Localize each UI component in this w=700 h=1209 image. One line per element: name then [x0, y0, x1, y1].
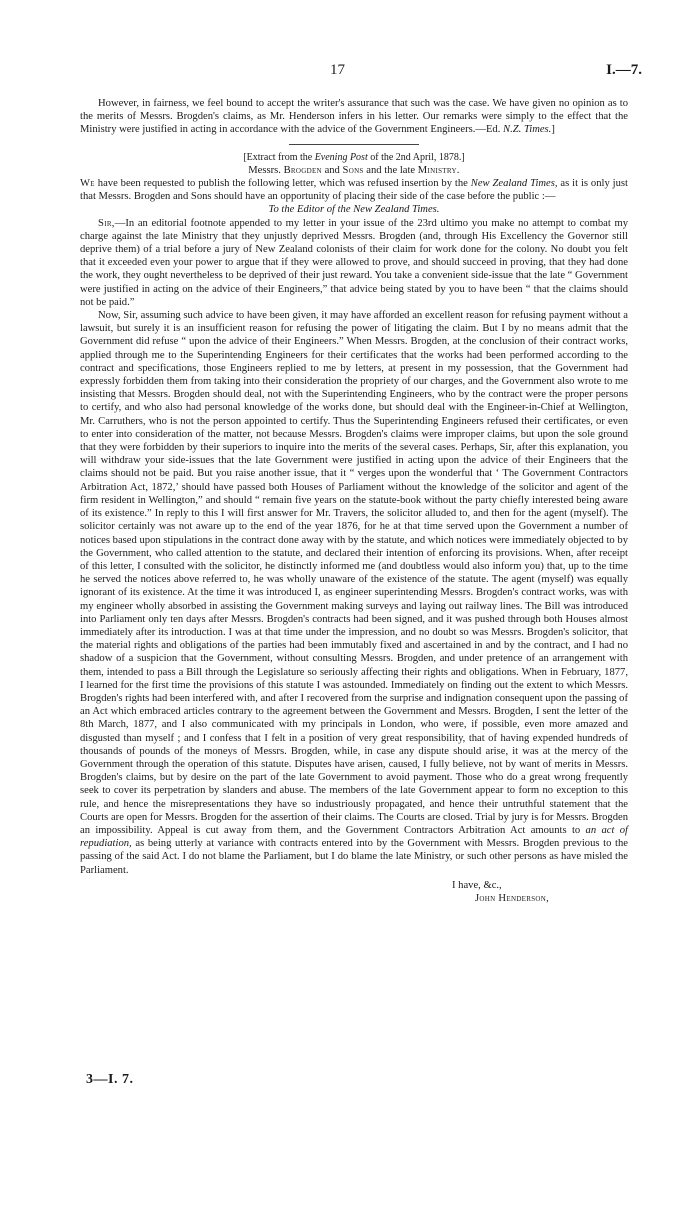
main-text-b: as being utterly at variance with contracts entered into by the Government with Messrs. Brogden previous to the passing of the said Act. I do not blame the Parliament, but I do blame the late Ministry, or such other persons as have misled the Parliament.	[80, 838, 628, 876]
sir-text: —In an editorial footnote appended to my letter in your issue of the 23rd ultimo you make no attempt to combat my charge against the late Ministry that they unjustly deprived Messrs. Brogden (and, through His Excellency the Governor still deprive them) of a trial before a jury of New Zealand colonists of their claim for work done for the colony. No doubt you felt that it exceeded even your power to argue that if they were allowed to prove, and should succeed in proving, that they had done the work, they ought nevertheless to be deprived of their just reward. You take a convenient side-issue that the late “ Government were justified in acting on the advice of their Engineers,” that advice being stated by you to have been “ that the claims should not be paid.”	[80, 217, 628, 308]
request-italic: New Zealand Times,	[470, 178, 558, 190]
document-reference: I.—7.	[606, 62, 642, 78]
editorial-note-paragraph	[80, 97, 628, 137]
signature-name: John Henderson,	[475, 892, 550, 904]
sir-word: Sir,	[98, 217, 115, 229]
main-paragraph	[80, 309, 628, 877]
extract-pre: [Extract from the	[243, 151, 313, 163]
request-text-a: have been requested to publish the following letter, which was refused insertion by the	[97, 178, 468, 190]
main-italic: an act of repudiation,	[80, 824, 628, 850]
page-header	[0, 62, 700, 82]
title-f: Ministry.	[417, 164, 460, 176]
section-divider	[289, 144, 419, 145]
title-e: and the late	[366, 164, 416, 176]
title-c: and	[324, 164, 340, 176]
sir-paragraph	[80, 217, 628, 309]
we-word: We	[80, 178, 95, 190]
article-title	[80, 164, 628, 177]
title-d: Sons	[342, 164, 364, 176]
signoff	[80, 879, 628, 905]
main-text-a: Now, Sir, assuming such advice to have been given, it may have afforded an excellent reason for refusing payment without a lawsuit, but surely it is an insufficient reason for refusing the power of litigating the claim. But I by no means admit that the Government did refuse “ upon the advice of their Engineers.” When Messrs. Brogden, at the conclusion of their contract works, applied through me to the Superintending Engineers for their certificates that the works had been performed according to the contract and specifications, those Engineers replied to me by letters, at present in my possession, that the Government had expressly forbidden them from taking into their consideration the propriety of our charges, and the Government also wrote to me insisting that Messrs. Brogden should deal, not with the Superintending Engineers, who by the contract were the proper persons to certify, and who also had personal knowledge of the works done, but should deal with the Engineer-in-Chief at Wellington, Mr. Carruthers, who is not the person appointed to certify. Thus the Superintending Engineers refused their certificates, or even to enter into consideration of the matter, not because Messrs. Brogden's claims were improper claims, but upon the sole ground that they were forbidden by their superiors to inquire into the merits of the several cases. Perhaps, Sir, after this explanation, you will withdraw your side-issues that the late Government were justified in acting upon the advice of their Engineers that the claims should not be paid. But you raise another issue, that it “ verges upon the wonderful that ‘ The Government Contractors Arbitration Act, 1872,’ should have passed both Houses of Parliament without the knowledge of the solicitor and agent of the firm resident in Wellington,” and should “ remain five years on the statute-book without the party chiefly interested being aware of its existence.” In reply to this I will first answer for Mr. Travers, the solicitor alluded to, and then for the agent (myself). The solicitor certainly was not aware up to the end of the year 1876, for he at that time served upon the Government a number of notices based upon stipulations in the contract done away with by the statute, and which notices were immediately objected to by the Government, who called attention to the statute, and declared their intention of enforcing its provisions. When, after receipt of this letter, I consulted with the solicitor, he distinctly informed me (and doubtless would also inform you) that, up to the time he served the notices above referred to, he was wholly unaware of the existence of the statute. The agent (myself) was equally ignorant of its existence. At the time it was introduced I, as engineer superintending Messrs. Brogden's contract works, was with my engineer wholly absorbed in assisting the Government making surveys and laying out railway lines. The Bill was introduced into Parliament only ten days after Messrs. Brogden's contracts had been signed, and it was pushed through both Houses almost immediately after its introduction. I was at that time under the impression, and no doubt so was Messrs. Brogden's solicitor, that the material rights and obligations of the parties had been immutably fixed and ascertained in and by the contract, and I had no shadow of a suspicion that the Government, without consulting Messrs. Brogden, and under pretence of an arrangement with them, intended to pass a Bill through the Legislature so seriously affecting their rights and obligations. When in February, 1877, I learned for the first time the provisions of this statute I was astounded. Immediately on finding out the extent to which Messrs. Brogden's rights had been interfered with, and after I recovered from the surprise and indignation consequent upon the passing of an Act which embraced articles contrary to the agreement between the Government and Messrs. Brogden, I sent the letter of the 8th March, 1877, and I also communicated with my principals in London, who were, if possible, even more amazed and disgusted than myself ; and I confess that I felt in a position of very great responsibility, that of having expended hundreds of thousands of pounds of the moneys of Messrs. Brogden, while, in case any dispute should arise, it was at the mercy of the Government through the operation of this statute. Disputes have arisen, caused, I fully believe, not by want of merits in Messrs. Brogden's claims, but by desire on the part of the late Government to avoid payment. Those who do a great wrong frequently seek to cover its perpetration by slanders and abuse. The members of the late Government appear to form no exception to this rule, and hence the misrepresentations they have so industriously propagated, and hence their untruthful statement that the Courts are open for Messrs. Brogden for the assertion of their claims. The Courts are closed. Trial by jury is for Messrs. Brogden an impossibility. Appeal is cut away from them, and the Government Contractors Arbitration Act amounts to	[80, 310, 628, 836]
title-a: Messrs.	[248, 164, 281, 176]
page-number: 17	[330, 62, 345, 78]
request-paragraph	[80, 177, 628, 203]
title-b: Brogden	[283, 164, 322, 176]
document-body	[80, 97, 628, 905]
editorial-note-italic: N.Z. Times.	[503, 124, 552, 136]
signoff-line: I have, &c.,	[452, 879, 502, 891]
to-editor-heading: To the Editor of the New Zealand Times.	[268, 204, 440, 216]
extract-line	[80, 151, 628, 164]
request-text-b: as it is only just that Messrs. Brogden and Sons should have an opportunity of placing their side of the case before the public :—	[80, 178, 628, 203]
editorial-note-bracket: ]	[551, 124, 555, 136]
sheet-reference: 3—I. 7.	[86, 1072, 134, 1087]
extract-post: of the 2nd April, 1878.]	[370, 151, 465, 163]
extract-paper: Evening Post	[314, 151, 368, 163]
editorial-note-text: However, in fairness, we feel bound to accept the writer's assurance that such was the case. We have given no opinion as to the merits of Messrs. Brogden's claims, as Mr. Henderson infers in his letter. Our remarks were simply to the effect that the Ministry were justified in acting in accordance with the advice of the Government Engineers.—Ed.	[80, 98, 628, 136]
